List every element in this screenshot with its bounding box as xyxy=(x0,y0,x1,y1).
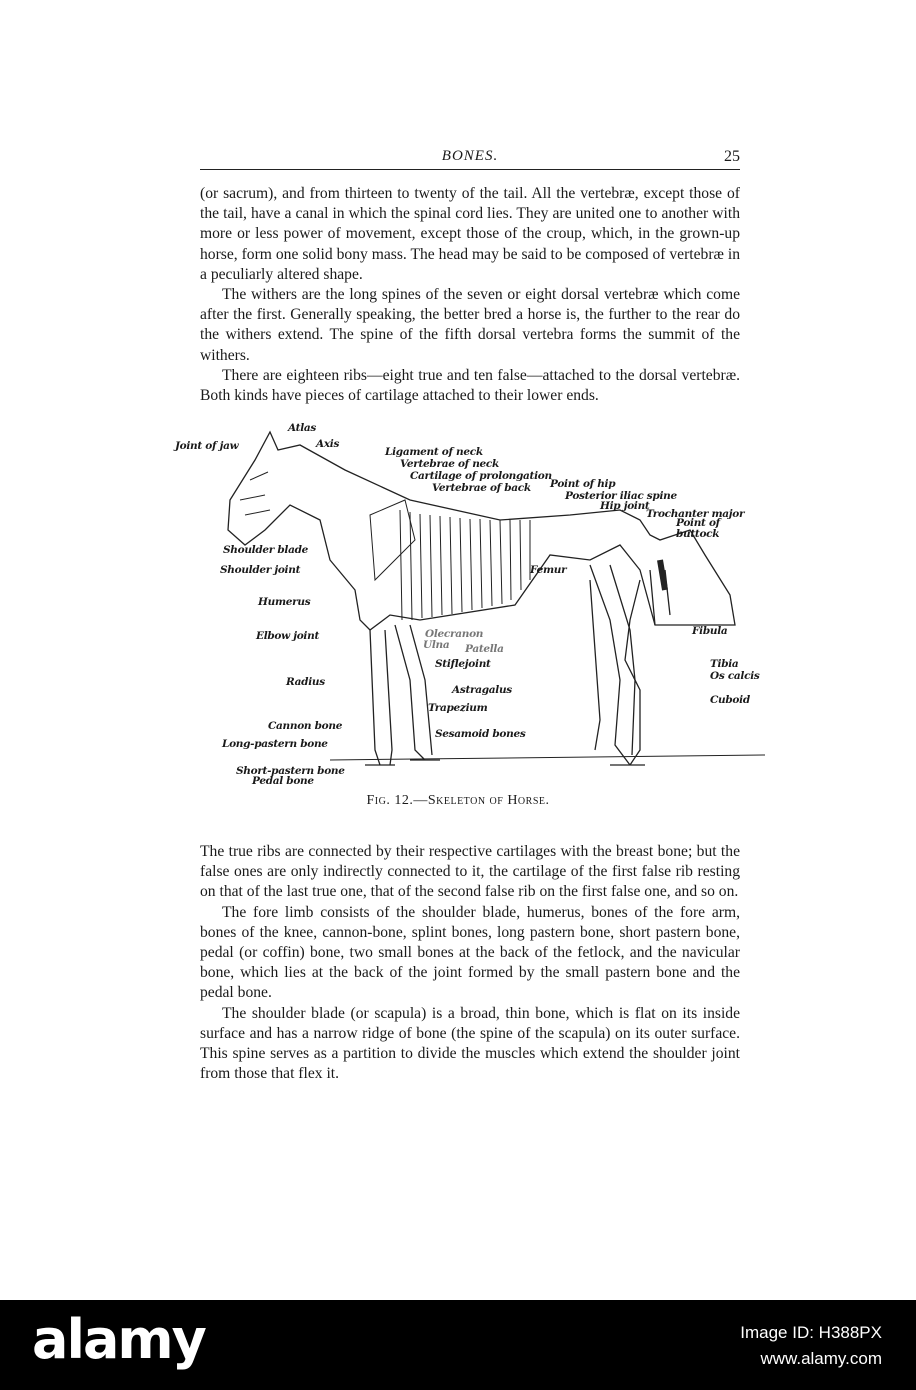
paragraph: The fore limb consists of the shoulder blade, humerus, bones of the fore arm, bones of the knee, cannon-bone, splint bones, long pastern bone, short pastern bone, pedal (or coffin) bone, two small bones at the back of the fetlock, and the navicular bone, which lies at the back of the joint formed by the small pastern bone and the pedal bone. xyxy=(200,903,740,1002)
label-point-of-hip: Point of hip xyxy=(550,478,616,490)
label-ligament-of-neck: Ligament of neck xyxy=(385,446,483,458)
label-sesamoid-bones: Sesamoid bones xyxy=(435,728,526,740)
label-trochanter-major: Trochanter major xyxy=(646,508,745,520)
label-vertebrae-of-back: Vertebrae of back xyxy=(432,482,531,494)
label-hip-joint: Hip joint xyxy=(600,500,650,512)
running-header xyxy=(200,146,740,170)
label-olecranon: Olecranon xyxy=(425,628,484,640)
horse-skeleton-figure xyxy=(170,420,770,800)
label-cartilage-of-prolongation: Cartilage of prolongation xyxy=(410,470,552,482)
image-id: Image ID: H388PX xyxy=(740,1323,882,1342)
label-os-calcis: Os calcis xyxy=(710,670,760,682)
paragraph: The withers are the long spines of the seven or eight dorsal vertebræ which come after the first. Generally speaking, the better bred a horse is, the further to the rear do the withers extend. The spine of the fifth dorsal vertebra forms the summit of the withers. xyxy=(200,286,740,364)
label-cannon-bone: Cannon bone xyxy=(268,720,343,732)
label-humerus: Humerus xyxy=(258,596,311,608)
page-number: 25 xyxy=(724,148,740,165)
label-fibula: Fibula xyxy=(692,625,728,637)
header-title: BONES. xyxy=(441,148,499,164)
label-point-of-buttock: Point of buttock xyxy=(676,517,720,540)
label-atlas: Atlas xyxy=(288,422,317,434)
label-stifle-joint: Stiflejoint xyxy=(435,658,491,670)
label-axis: Axis xyxy=(316,438,340,450)
paragraph: The shoulder blade (or scapula) is a broad, thin bone, which is flat on its inside surface and has a narrow ridge of bone (the spine of the scapula) on its outer surface. This spine serves as a partition to divide the muscles which extend the shoulder joint from those that flex it. xyxy=(200,1004,740,1083)
paragraph: The true ribs are connected by their respective cartilages with the breast bone; but the false ones are only indirectly connected to it, the cartilage of the first false rib resting on that of the last true one, that of the second false rib on the first false one, and so on. xyxy=(200,843,740,901)
watermark-meta xyxy=(740,1320,882,1372)
label-shoulder-blade: Shoulder blade xyxy=(223,544,309,556)
figure-caption: Fig. 12.—Skeleton of Horse. xyxy=(366,793,550,808)
label-posterior-iliac-spine: Posterior iliac spine xyxy=(565,490,677,502)
paragraph: (or sacrum), and from thirteen to twenty of the tail. All the vertebræ, except those of the tail, have a canal in which the spinal cord lies. They are united one to another with more or less power of movement, except those of the croup, which, in the grown-up horse, form one solid bony mass. The head may be said to be composed of vertebræ in a peculiarly altered shape. xyxy=(200,185,740,283)
paragraph: There are eighteen ribs—eight true and ten false—attached to the dorsal vertebræ. Both kinds have pieces of cartilage attached to their lower ends. xyxy=(200,366,740,405)
watermark-bar xyxy=(0,1300,916,1390)
label-cuboid: Cuboid xyxy=(710,694,750,706)
watermark-url: www.alamy.com xyxy=(760,1349,882,1368)
label-patella: Patella xyxy=(465,643,504,655)
label-long-pastern-bone: Long-pastern bone xyxy=(222,738,328,750)
label-ulna: Ulna xyxy=(423,639,450,651)
label-vertebrae-of-neck: Vertebrae of neck xyxy=(400,458,499,470)
label-elbow-joint: Elbow joint xyxy=(256,630,320,642)
label-short-pastern-bone: Short-pastern bone xyxy=(236,765,345,777)
label-radius: Radius xyxy=(286,676,325,688)
top-text xyxy=(200,184,740,406)
alamy-logo: alamy xyxy=(32,1308,205,1371)
label-trapezium: Trapezium xyxy=(428,702,488,714)
label-femur: Femur xyxy=(530,564,567,576)
label-tibia: Tibia xyxy=(710,658,739,670)
bottom-text xyxy=(200,842,740,1084)
label-pedal-bone: Pedal bone xyxy=(252,775,314,787)
label-astragalus: Astragalus xyxy=(452,684,512,696)
label-joint-of-jaw: Joint of jaw xyxy=(175,440,239,452)
label-shoulder-joint: Shoulder joint xyxy=(220,564,301,576)
